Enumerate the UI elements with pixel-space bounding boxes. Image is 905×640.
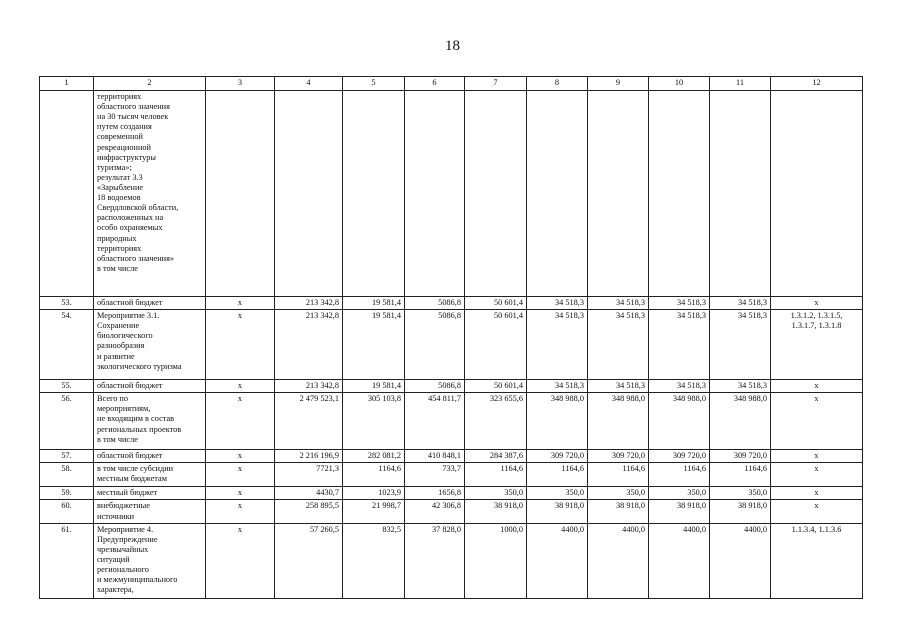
cell-value: 1164,6 xyxy=(343,463,405,487)
cell-marker: 1.3.1.2, 1.3.1.5, 1.3.1.7, 1.3.1.8 xyxy=(771,310,863,380)
cell-value: 5086,8 xyxy=(405,310,465,380)
row-number: 53. xyxy=(40,297,94,310)
table-row xyxy=(40,380,863,393)
cell-marker: х xyxy=(771,487,863,500)
row-name: областной бюджет xyxy=(94,380,206,393)
cell-value: 4400,0 xyxy=(710,523,771,598)
row-name: Мероприятие 3.1. Сохранение биологического разнообразия и развитие экологического туризма xyxy=(94,310,206,380)
cell-marker xyxy=(206,91,275,297)
cell-value: 282 081,2 xyxy=(343,450,405,463)
cell-value: 4400,0 xyxy=(649,523,710,598)
cell-marker: х xyxy=(206,450,275,463)
cell-value: 34 518,3 xyxy=(588,297,649,310)
cell-value: 38 918,0 xyxy=(588,500,649,523)
row-number: 59. xyxy=(40,487,94,500)
row-number xyxy=(40,91,94,297)
cell-marker: 1.1.3.4, 1.1.3.6 xyxy=(771,523,863,598)
cell-value: 2 479 523,1 xyxy=(275,393,343,450)
budget-table xyxy=(39,76,863,599)
cell-value: 350,0 xyxy=(649,487,710,500)
cell-marker: х xyxy=(771,450,863,463)
cell-value xyxy=(343,91,405,297)
cell-marker: х xyxy=(771,297,863,310)
row-name: внебюджетные источники xyxy=(94,500,206,523)
cell-marker: х xyxy=(771,500,863,523)
cell-value: 350,0 xyxy=(710,487,771,500)
cell-value: 38 918,0 xyxy=(649,500,710,523)
cell-value: 1000,0 xyxy=(465,523,527,598)
row-number: 56. xyxy=(40,393,94,450)
cell-value: 213 342,8 xyxy=(275,297,343,310)
cell-value: 19 581,4 xyxy=(343,380,405,393)
cell-value: 34 518,3 xyxy=(649,380,710,393)
cell-value: 213 342,8 xyxy=(275,310,343,380)
cell-value: 4430,7 xyxy=(275,487,343,500)
cell-value: 348 988,0 xyxy=(527,393,588,450)
cell-value: 309 720,0 xyxy=(527,450,588,463)
table-row xyxy=(40,463,863,487)
cell-marker: х xyxy=(206,297,275,310)
cell-marker: х xyxy=(206,463,275,487)
cell-value: 34 518,3 xyxy=(710,310,771,380)
cell-value: 7721,3 xyxy=(275,463,343,487)
cell-marker: х xyxy=(771,393,863,450)
cell-value: 4400,0 xyxy=(588,523,649,598)
row-number: 54. xyxy=(40,310,94,380)
cell-value xyxy=(465,91,527,297)
cell-marker: х xyxy=(771,463,863,487)
row-name: в том числе субсидии местным бюджетам xyxy=(94,463,206,487)
cell-value: 832,5 xyxy=(343,523,405,598)
row-name: Всего по мероприятиям, не входящим в состав региональных проектов в том числе xyxy=(94,393,206,450)
cell-value: 2 216 196,9 xyxy=(275,450,343,463)
cell-value: 34 518,3 xyxy=(527,380,588,393)
cell-value: 57 260,5 xyxy=(275,523,343,598)
cell-value: 34 518,3 xyxy=(527,310,588,380)
cell-value: 34 518,3 xyxy=(710,297,771,310)
table-row xyxy=(40,393,863,450)
row-name: Мероприятие 4. Предупреждение чрезвычайных ситуаций регионального и межмуниципального характера, xyxy=(94,523,206,598)
cell-value: 1656,8 xyxy=(405,487,465,500)
cell-value: 1164,6 xyxy=(649,463,710,487)
table-row xyxy=(40,523,863,598)
row-name: территориях областного значения на 30 тысяч человек путем создания современной рекреационной инфраструктуры туризма»; результат 3.3 «Зарыбление 18 водоемов Свердловской области, расположенных на особо охраняемых природных территориях областного значения» в том числе xyxy=(94,91,206,297)
cell-value: 34 518,3 xyxy=(588,310,649,380)
cell-value: 1164,6 xyxy=(710,463,771,487)
column-header: 8 xyxy=(527,77,588,91)
cell-marker: х xyxy=(206,500,275,523)
row-name: областной бюджет xyxy=(94,297,206,310)
cell-value: 213 342,8 xyxy=(275,380,343,393)
cell-value: 4400,0 xyxy=(527,523,588,598)
cell-value: 50 601,4 xyxy=(465,297,527,310)
cell-value xyxy=(527,91,588,297)
cell-value: 309 720,0 xyxy=(710,450,771,463)
cell-value: 348 988,0 xyxy=(649,393,710,450)
cell-marker xyxy=(771,91,863,297)
table-row xyxy=(40,310,863,380)
column-header: 9 xyxy=(588,77,649,91)
column-header: 10 xyxy=(649,77,710,91)
cell-value: 38 918,0 xyxy=(710,500,771,523)
cell-value: 348 988,0 xyxy=(710,393,771,450)
cell-value: 50 601,4 xyxy=(465,310,527,380)
cell-value: 37 828,0 xyxy=(405,523,465,598)
cell-value: 34 518,3 xyxy=(588,380,649,393)
column-header: 3 xyxy=(206,77,275,91)
column-header: 1 xyxy=(40,77,94,91)
cell-value: 34 518,3 xyxy=(710,380,771,393)
row-number: 61. xyxy=(40,523,94,598)
row-number: 58. xyxy=(40,463,94,487)
cell-value: 284 387,6 xyxy=(465,450,527,463)
cell-value: 38 918,0 xyxy=(527,500,588,523)
row-name: местный бюджет xyxy=(94,487,206,500)
cell-marker: х xyxy=(206,380,275,393)
column-header: 5 xyxy=(343,77,405,91)
table-row xyxy=(40,500,863,523)
cell-value: 1164,6 xyxy=(465,463,527,487)
table-header-row xyxy=(40,77,863,91)
cell-marker: х xyxy=(206,523,275,598)
cell-marker: х xyxy=(206,310,275,380)
cell-value: 309 720,0 xyxy=(588,450,649,463)
cell-value: 305 103,8 xyxy=(343,393,405,450)
cell-value: 410 848,1 xyxy=(405,450,465,463)
cell-value: 1164,6 xyxy=(588,463,649,487)
cell-value: 34 518,3 xyxy=(649,310,710,380)
cell-value: 350,0 xyxy=(527,487,588,500)
cell-value: 1023,9 xyxy=(343,487,405,500)
cell-value xyxy=(588,91,649,297)
column-header: 7 xyxy=(465,77,527,91)
column-header: 4 xyxy=(275,77,343,91)
column-header: 11 xyxy=(710,77,771,91)
cell-value: 19 581,4 xyxy=(343,297,405,310)
cell-value: 323 655,6 xyxy=(465,393,527,450)
cell-value: 38 918,0 xyxy=(465,500,527,523)
cell-value: 348 988,0 xyxy=(588,393,649,450)
cell-value: 454 811,7 xyxy=(405,393,465,450)
column-header: 6 xyxy=(405,77,465,91)
row-name: областной бюджет xyxy=(94,450,206,463)
cell-value: 733,7 xyxy=(405,463,465,487)
cell-value: 5086,8 xyxy=(405,297,465,310)
cell-marker: х xyxy=(771,380,863,393)
cell-value: 19 581,4 xyxy=(343,310,405,380)
cell-value: 5086,8 xyxy=(405,380,465,393)
cell-value: 21 998,7 xyxy=(343,500,405,523)
column-header: 12 xyxy=(771,77,863,91)
table-row xyxy=(40,91,863,297)
row-number: 57. xyxy=(40,450,94,463)
page-number: 18 xyxy=(445,38,460,54)
cell-value: 309 720,0 xyxy=(649,450,710,463)
cell-value: 34 518,3 xyxy=(649,297,710,310)
cell-value: 42 306,8 xyxy=(405,500,465,523)
row-number: 55. xyxy=(40,380,94,393)
row-number: 60. xyxy=(40,500,94,523)
cell-value: 258 895,5 xyxy=(275,500,343,523)
cell-value: 34 518,3 xyxy=(527,297,588,310)
column-header: 2 xyxy=(94,77,206,91)
cell-value: 50 601,4 xyxy=(465,380,527,393)
table-row xyxy=(40,487,863,500)
cell-value: 350,0 xyxy=(465,487,527,500)
cell-marker: х xyxy=(206,393,275,450)
table-row xyxy=(40,450,863,463)
cell-value xyxy=(275,91,343,297)
cell-marker: х xyxy=(206,487,275,500)
table-row xyxy=(40,297,863,310)
cell-value xyxy=(405,91,465,297)
cell-value xyxy=(649,91,710,297)
cell-value xyxy=(710,91,771,297)
cell-value: 350,0 xyxy=(588,487,649,500)
cell-value: 1164,6 xyxy=(527,463,588,487)
